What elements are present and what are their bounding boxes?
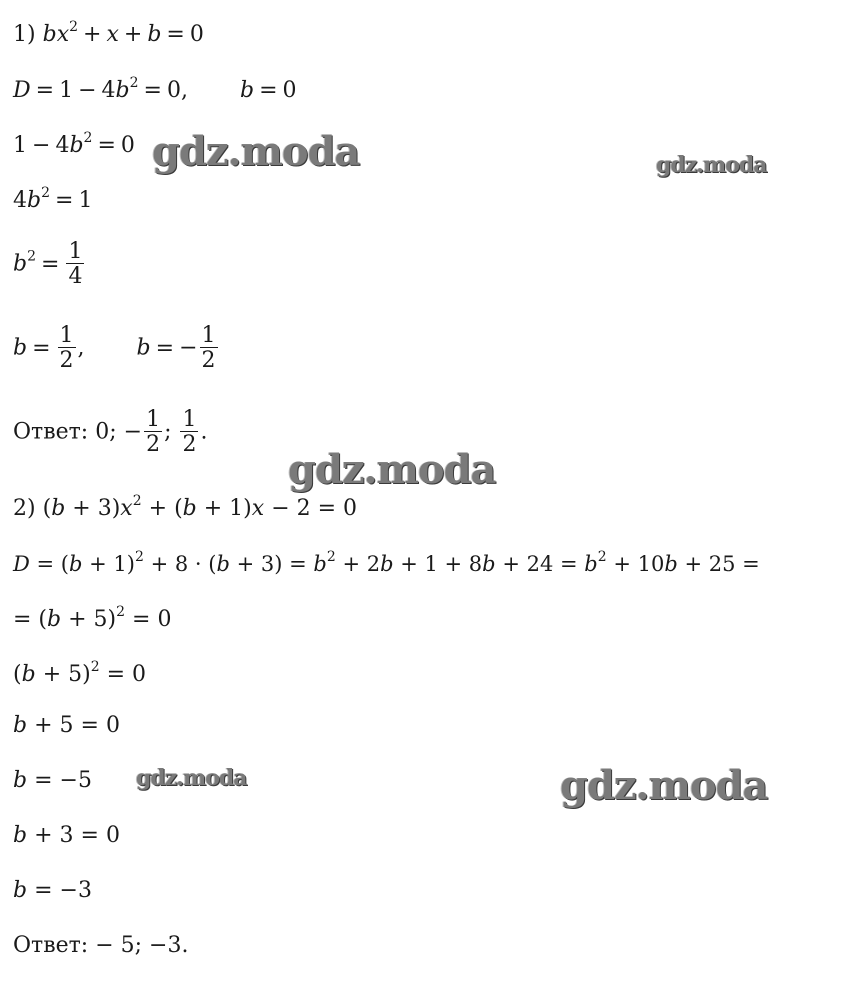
problem-1-step-2: $4b^2 = 1$: [13, 185, 93, 213]
watermark: gdz.moda: [560, 762, 768, 809]
fraction: $\frac{1}{2}$: [182, 407, 197, 458]
watermark: gdz.moda: [288, 446, 496, 493]
watermark: gdz.moda: [152, 128, 360, 175]
problem-2-equation: 2) $(b + 3)x^2 + (b + 1)x - 2 = 0$: [13, 493, 358, 521]
fraction: $\frac{1}{2}$: [201, 323, 216, 374]
problem-2-step-2: b + 5 = 0: [13, 713, 120, 738]
problem-2-answer: Ответ: − 5; −3.: [13, 933, 189, 958]
problem-2-step-5: b = −3: [13, 878, 92, 903]
problem-1-answer: Ответ: 0; − $\frac{1}{2}$ ; $\frac{1}{2}$ .: [13, 407, 208, 458]
problem-2-discriminant: $D = (b + 1)^2 + 8 \cdot (b + 3) = b^2 + 2b + 1 + 8b + 24 = b^2 + 10b + 25$ =: [13, 549, 760, 576]
fraction: $\frac{1}{2}$: [59, 323, 74, 374]
problem-1-step-3: $b^2$ = $\frac{1}{4}$: [13, 239, 83, 290]
problem-2-step-1: $(b + 5)^2 = 0$: [13, 659, 147, 687]
problem-1-discriminant: $D = 1 - 4b^2 = 0$, b = 0: [13, 75, 297, 103]
problem-1-equation: 1) $bx^2 + x + b = 0$: [13, 19, 204, 47]
watermark: gdz.moda: [656, 152, 767, 178]
problem-2-step-4: b + 3 = 0: [13, 823, 120, 848]
fraction: $\frac{1}{4}$: [68, 239, 83, 290]
problem-2-discriminant-continued: = $(b + 5)^2 = 0$: [13, 604, 172, 632]
fraction: $\frac{1}{2}$: [146, 407, 161, 458]
watermark: gdz.moda: [136, 765, 247, 791]
problem-2-step-3: b = −5: [13, 768, 92, 793]
problem-1-step-4: b = $\frac{1}{2}$ , b = − $\frac{1}{2}$: [13, 323, 216, 374]
problem-1-step-1: $1 - 4b^2 = 0$: [13, 130, 135, 158]
